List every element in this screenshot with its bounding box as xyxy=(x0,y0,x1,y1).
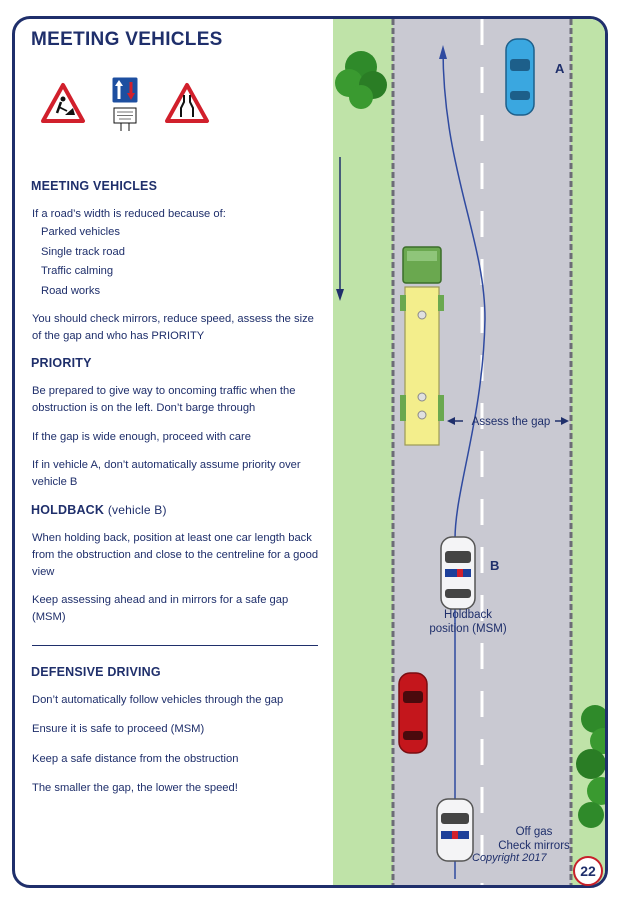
priority-heading: PRIORITY xyxy=(31,356,92,370)
holdback-line: position (MSM) xyxy=(429,623,507,635)
road-works-sign-icon xyxy=(43,85,83,121)
car-start xyxy=(437,799,473,861)
holdback-heading-text: HOLDBACK xyxy=(31,503,105,517)
road-signs xyxy=(39,75,239,155)
priority-paragraph: Be prepared to give way to oncoming traffic when the obstruction is on the left. Don’t barge through xyxy=(32,385,296,414)
meeting-advice: You should check mirrors, reduce speed, assess the size of the gap and who has PRIORITY xyxy=(32,313,314,342)
list-item: Single track road xyxy=(41,245,125,258)
off-gas-label xyxy=(483,825,585,853)
defensive-driving-heading: DEFENSIVE DRIVING xyxy=(31,665,161,679)
defensive-paragraph: Ensure it is safe to proceed (MSM) xyxy=(32,723,205,735)
meeting-intro: If a road’s width is reduced because of: xyxy=(32,208,226,220)
label-vehicle-a: A xyxy=(555,61,565,76)
road-narrows-sign-icon xyxy=(167,85,207,121)
holdback-line: Holdback xyxy=(444,609,492,621)
priority-paragraph: If the gap is wide enough, proceed with care xyxy=(32,431,251,443)
text-column xyxy=(15,19,345,885)
copyright: Copyright 2017 xyxy=(472,852,547,864)
car-a xyxy=(506,39,534,115)
page-frame xyxy=(12,16,608,888)
list-item: Parked vehicles xyxy=(41,226,120,238)
priority-over-oncoming-sign-icon xyxy=(112,77,138,131)
holdback-subheading: (vehicle B) xyxy=(107,503,167,517)
page-number: 22 xyxy=(573,856,603,886)
page-title: MEETING VEHICLES xyxy=(31,29,223,50)
holdback-heading xyxy=(31,503,167,517)
road-illustration xyxy=(333,19,608,888)
obstruction-list xyxy=(41,223,125,301)
holdback-paragraph: When holding back, position at least one car length back from the obstruction and close to the centreline for a good view xyxy=(32,532,319,578)
priority-paragraph: If in vehicle A, don’t automatically assume priority over vehicle B xyxy=(32,459,301,488)
off-gas-line: Off gas xyxy=(515,826,553,838)
section-divider xyxy=(32,645,318,646)
defensive-paragraph: Keep a safe distance from the obstruction xyxy=(32,753,239,765)
left-verge xyxy=(333,19,393,888)
meeting-vehicles-heading: MEETING VEHICLES xyxy=(31,179,158,193)
defensive-paragraph: Don’t automatically follow vehicles through the gap xyxy=(32,694,284,706)
list-item: Traffic calming xyxy=(41,265,114,277)
red-car xyxy=(399,673,427,753)
parked-lorry xyxy=(400,247,444,445)
defensive-paragraph: The smaller the gap, the lower the speed! xyxy=(32,782,238,794)
holdback-paragraph: Keep assessing ahead and in mirrors for a safe gap (MSM) xyxy=(32,594,289,623)
car-b xyxy=(441,537,475,609)
holdback-position-label xyxy=(413,608,523,636)
road-diagram xyxy=(333,19,608,885)
label-vehicle-b: B xyxy=(490,558,500,573)
off-gas-line: Check mirrors xyxy=(498,840,570,852)
assess-gap-label: Assess the gap xyxy=(471,416,551,428)
list-item: Road works xyxy=(41,284,101,297)
